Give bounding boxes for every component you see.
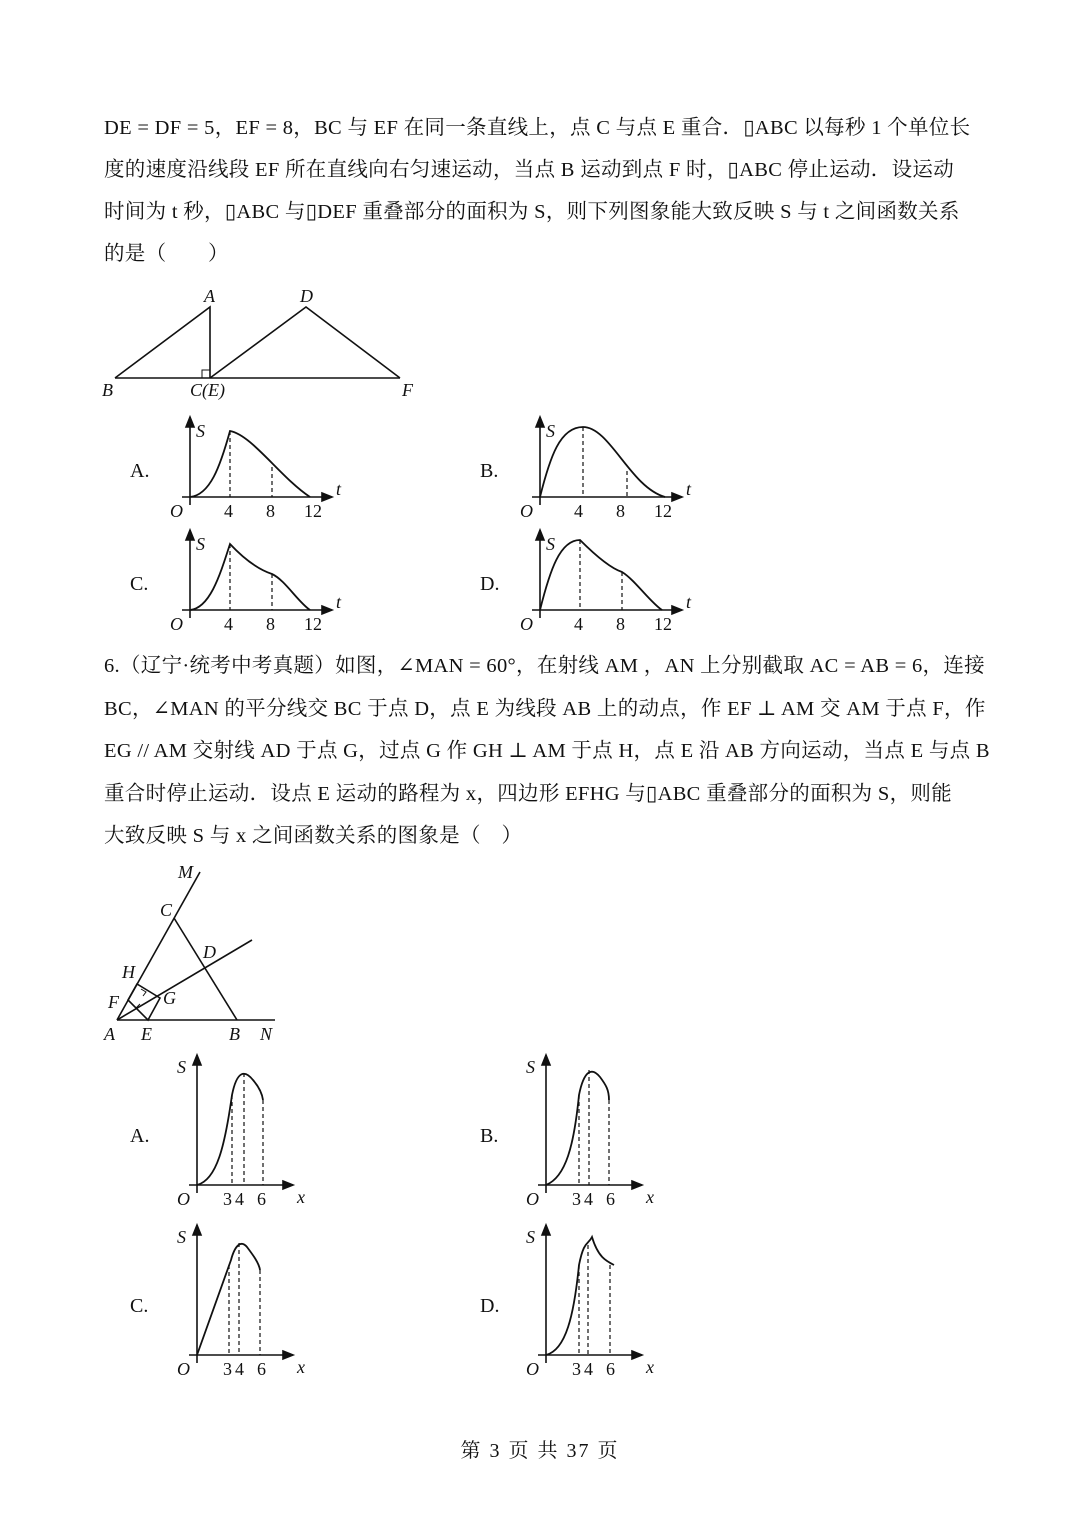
label-d: D <box>203 942 216 962</box>
y-axis-label: S <box>177 1227 186 1247</box>
triangle-abc <box>115 307 210 378</box>
x-axis-arrow-icon <box>283 1351 293 1359</box>
y-axis-arrow-icon <box>536 417 544 427</box>
y-axis-label: S <box>526 1057 535 1077</box>
origin-label: O <box>520 501 533 521</box>
x-axis-arrow-icon <box>672 493 682 501</box>
x-tick-label: 4 <box>584 1359 593 1379</box>
origin-label: O <box>520 614 533 634</box>
label-n: N <box>260 1024 273 1044</box>
label-f: F <box>402 380 413 400</box>
x-tick-label: 4 <box>574 614 583 634</box>
x-tick-label: 4 <box>224 614 233 634</box>
x-axis-arrow-icon <box>632 1181 642 1189</box>
function-curve <box>190 431 310 497</box>
page-footer: 第 3 页 共 37 页 <box>460 1440 620 1462</box>
x-tick-label: 3 <box>572 1359 581 1379</box>
q6-graph-a <box>177 1055 305 1209</box>
q6-line: BC，∠MAN 的平分线交 BC 于点 D，点 E 为线段 AB 上的动点，作 EF ⊥ AM 交 AM 于点 F，作 <box>104 698 986 720</box>
label-e: E <box>141 1024 152 1044</box>
x-axis-arrow-icon <box>632 1351 642 1359</box>
q5-option-a-label: A. <box>130 460 150 482</box>
x-axis-arrow-icon <box>322 606 332 614</box>
x-axis-arrow-icon <box>322 493 332 501</box>
q6-angle-figure <box>103 862 275 1044</box>
x-axis-arrow-icon <box>283 1181 293 1189</box>
x-tick-label: 8 <box>616 614 625 634</box>
y-axis-label: S <box>546 534 555 554</box>
label-m: M <box>178 862 193 882</box>
label-f: F <box>108 992 119 1012</box>
origin-label: O <box>177 1359 190 1379</box>
x-tick-label: 6 <box>257 1189 266 1209</box>
q6-option-b-label: B. <box>480 1125 499 1147</box>
x-axis-label: x <box>297 1357 305 1377</box>
q5-option-c-label: C. <box>130 573 149 595</box>
right-angle-mark <box>202 370 210 378</box>
y-axis-label: S <box>526 1227 535 1247</box>
label-d: D <box>300 286 313 306</box>
y-axis-label: S <box>196 534 205 554</box>
q5-graph-d <box>520 530 692 634</box>
label-a: A <box>204 286 215 306</box>
x-axis-label: x <box>646 1187 654 1207</box>
x-tick-label: 8 <box>266 501 275 521</box>
x-axis-label: t <box>686 479 692 499</box>
bisector-ad <box>117 940 252 1020</box>
y-axis-arrow-icon <box>186 530 194 540</box>
origin-label: O <box>170 501 183 521</box>
y-axis-arrow-icon <box>542 1225 550 1235</box>
x-tick-label: 12 <box>654 614 672 634</box>
function-curve <box>540 540 662 610</box>
y-axis-arrow-icon <box>542 1055 550 1065</box>
x-tick-label: 6 <box>257 1359 266 1379</box>
x-tick-label: 4 <box>584 1189 593 1209</box>
x-tick-label: 8 <box>266 614 275 634</box>
origin-label: O <box>170 614 183 634</box>
x-tick-label: 4 <box>235 1189 244 1209</box>
x-tick-label: 12 <box>304 501 322 521</box>
x-axis-label: t <box>336 592 342 612</box>
x-tick-label: 8 <box>616 501 625 521</box>
right-angle-mark <box>141 989 146 996</box>
origin-label: O <box>177 1189 190 1209</box>
x-axis-label: x <box>646 1357 654 1377</box>
q6-line: 6.（辽宁·统考中考真题）如图，∠MAN = 60°，在射线 AM ，AN 上分别截取 AC = AB = 6，连接 <box>104 655 985 677</box>
q6-line: 重合时停止运动．设点 E 运动的路程为 x，四边形 EFHG 与▯ABC 重叠部分的面积为 S，则能 <box>104 783 953 805</box>
label-b: B <box>102 380 113 400</box>
x-tick-label: 4 <box>574 501 583 521</box>
q6-option-d-label: D. <box>480 1295 500 1317</box>
y-axis-label: S <box>196 421 205 441</box>
label-a: A <box>104 1024 115 1044</box>
q5-line: 的是（ ） <box>104 243 229 265</box>
x-tick-label: 4 <box>235 1359 244 1379</box>
segment-bc <box>174 918 237 1020</box>
q6-graph-b <box>526 1055 654 1209</box>
x-tick-label: 6 <box>606 1359 615 1379</box>
x-tick-label: 4 <box>224 501 233 521</box>
label-ce: C(E) <box>190 380 225 400</box>
q6-option-c-label: C. <box>130 1295 149 1317</box>
q5-graph-c <box>170 530 342 634</box>
y-axis-label: S <box>177 1057 186 1077</box>
quad-efhg <box>128 984 160 1020</box>
q5-line: DE = DF = 5，EF = 8，BC 与 EF 在同一条直线上，点 C 与点 E 重合．▯ABC 以每秒 1 个单位长 <box>104 117 971 139</box>
origin-label: O <box>526 1189 539 1209</box>
x-tick-label: 6 <box>606 1189 615 1209</box>
label-c: C <box>160 900 173 920</box>
function-curve <box>546 1072 609 1185</box>
y-axis-arrow-icon <box>193 1225 201 1235</box>
function-curve <box>190 544 310 610</box>
x-axis-arrow-icon <box>672 606 682 614</box>
q6-graph-c <box>177 1225 305 1379</box>
x-tick-label: 3 <box>223 1189 232 1209</box>
x-axis-label: t <box>686 592 692 612</box>
q5-graph-a <box>170 417 342 521</box>
q5-line: 度的速度沿线段 EF 所在直线向右匀速运动，当点 B 运动到点 F 时，▯ABC 停止运动．设运动 <box>104 159 955 181</box>
q5-option-b-label: B. <box>480 460 499 482</box>
q6-graph-d <box>526 1225 654 1379</box>
label-b: B <box>229 1024 240 1044</box>
q6-option-a-label: A. <box>130 1125 150 1147</box>
x-tick-label: 3 <box>223 1359 232 1379</box>
x-tick-label: 12 <box>654 501 672 521</box>
function-curve <box>197 1074 263 1185</box>
q5-graph-b <box>520 417 692 521</box>
function-curve <box>540 427 665 497</box>
y-axis-arrow-icon <box>193 1055 201 1065</box>
x-tick-label: 3 <box>572 1189 581 1209</box>
q5-triangle-figure <box>102 286 414 401</box>
y-axis-label: S <box>546 421 555 441</box>
q6-line: EG // AM 交射线 AD 于点 G，过点 G 作 GH ⊥ AM 于点 H，点 E 沿 AB 方向运动，当点 E 与点 B <box>104 740 990 762</box>
origin-label: O <box>526 1359 539 1379</box>
x-axis-label: t <box>336 479 342 499</box>
triangle-def <box>210 307 400 378</box>
y-axis-arrow-icon <box>186 417 194 427</box>
label-h: H <box>122 962 135 982</box>
q5-option-d-label: D. <box>480 573 500 595</box>
x-tick-label: 12 <box>304 614 322 634</box>
x-axis-label: x <box>297 1187 305 1207</box>
y-axis-arrow-icon <box>536 530 544 540</box>
label-g: G <box>163 988 176 1008</box>
q5-line: 时间为 t 秒，▯ABC 与▯DEF 重叠部分的面积为 S，则下列图象能大致反映 S 与 t 之间函数关系 <box>104 201 960 223</box>
q6-line: 大致反映 S 与 x 之间函数关系的图象是（ ） <box>104 825 523 847</box>
function-curve <box>546 1237 614 1355</box>
